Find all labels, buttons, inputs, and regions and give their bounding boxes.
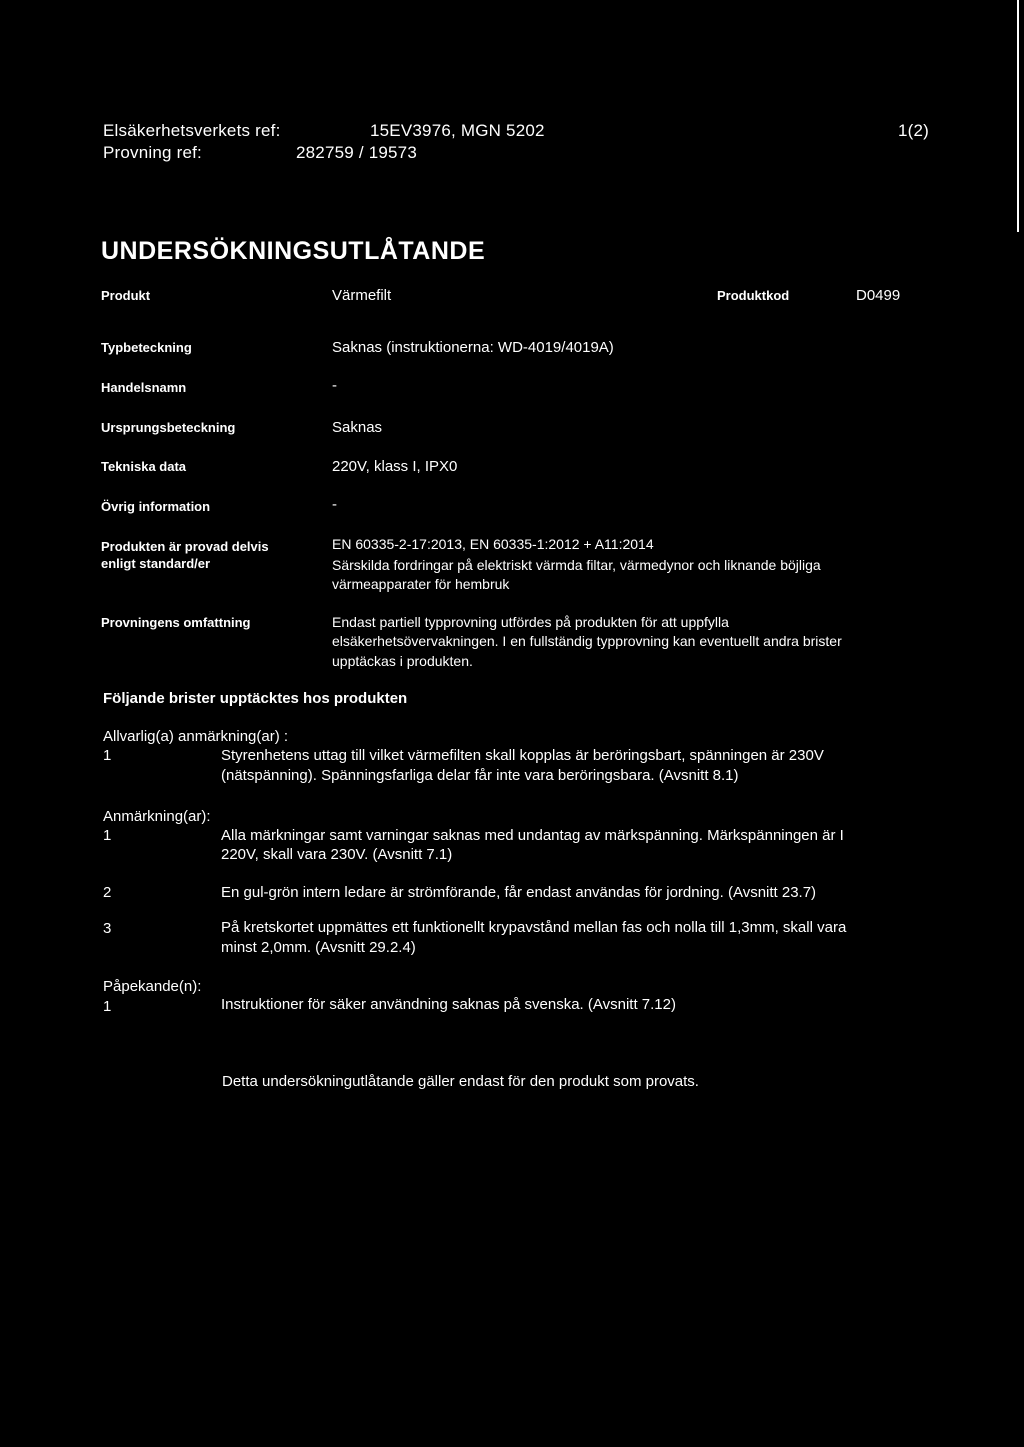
footer-statement: Detta undersökningutlåtande gäller endast för den produkt som provats.	[222, 1073, 699, 1090]
standard-value-line3: värmeapparater för hembruk	[332, 576, 510, 592]
tekniska-data-label: Tekniska data	[101, 459, 187, 474]
omfattning-value-line1: Endast partiell typprovning utfördes på produkten för att uppfylla	[332, 614, 729, 630]
ursprungsbeteckning-label: Ursprungsbeteckning	[101, 420, 236, 435]
ovrig-information-value: -	[332, 496, 337, 513]
scan-edge-line	[1017, 0, 1019, 232]
note-1-text: Instruktioner för säker användning saknas på svenska. (Avsnitt 7.12)	[221, 996, 676, 1013]
serious-item-text-line2: (nätspänning). Spänningsfarliga delar får inte vara beröringsbara. (Avsnitt 8.1)	[221, 767, 739, 784]
typbeteckning-value: Saknas (instruktionerna: WD-4019/4019A)	[332, 339, 614, 356]
serious-item-number: 1	[103, 747, 112, 764]
standard-value-line2: Särskilda fordringar på elektriskt värmda filtar, värmedynor och liknande böjliga	[332, 557, 821, 573]
remark-2-number: 2	[103, 884, 112, 901]
ursprungsbeteckning-value: Saknas	[332, 419, 383, 436]
handelsnamn-value: -	[332, 377, 337, 394]
ovrig-information-label: Övrig information	[101, 499, 211, 514]
standard-label-line1: Produkten är provad delvis	[101, 539, 269, 554]
remark-1-number: 1	[103, 827, 112, 844]
typbeteckning-label: Typbeteckning	[101, 340, 192, 355]
remark-3-text-line1: På kretskortet uppmättes ett funktionellt krypavstånd mellan fas och nolla till 1,3mm, skall vara	[221, 919, 847, 936]
omfattning-value-line3: upptäckas i produkten.	[332, 653, 473, 669]
elsak-ref-label: Elsäkerhetsverkets ref:	[103, 121, 281, 140]
produkt-label: Produkt	[101, 288, 151, 303]
notes-heading: Påpekande(n):	[103, 978, 202, 995]
defects-heading: Följande brister upptäcktes hos produkten	[103, 690, 408, 707]
serious-heading: Allvarlig(a) anmärkning(ar) :	[103, 728, 289, 745]
page-number: 1(2)	[898, 121, 930, 140]
provning-ref-label: Provning ref:	[103, 143, 202, 162]
remark-1-text-line2: 220V, skall vara 230V. (Avsnitt 7.1)	[221, 846, 453, 863]
elsak-ref-value: 15EV3976, MGN 5202	[370, 121, 545, 140]
provning-ref-value: 282759 / 19573	[296, 143, 417, 162]
omfattning-label: Provningens omfattning	[101, 615, 251, 630]
remark-2-text-line1: En gul-grön intern ledare är strömförande, får endast användas för jordning. (Avsnitt 23.7)	[221, 884, 817, 901]
note-1-number: 1	[103, 998, 112, 1015]
omfattning-value-line2: elsäkerhetsövervakningen. I en fullständig typprovning kan eventuellt andra brister	[332, 633, 842, 649]
produktkod-value: D0499	[856, 287, 901, 304]
serious-item-text-line1: Styrenhetens uttag till vilket värmefilten skall kopplas är beröringsbart, spänningen är 230V	[221, 747, 824, 764]
standard-value-line1: EN 60335-2-17:2013, EN 60335-1:2012 + A11:2014	[332, 536, 654, 552]
tekniska-data-value: 220V, klass I, IPX0	[332, 458, 458, 475]
produktkod-label: Produktkod	[717, 288, 790, 303]
remark-1-text-line1: Alla märkningar samt varningar saknas med undantag av märkspänning. Märkspänningen är I	[221, 827, 844, 844]
standard-label-line2: enligt standard/er	[101, 556, 211, 571]
document-title: UNDERSÖKNINGSUTLÅTANDE	[101, 237, 486, 265]
remark-3-text-line2: minst 2,0mm. (Avsnitt 29.2.4)	[221, 939, 416, 956]
remarks-heading: Anmärkning(ar):	[103, 808, 211, 825]
remark-3-number: 3	[103, 920, 112, 937]
handelsnamn-label: Handelsnamn	[101, 380, 187, 395]
produkt-value: Värmefilt	[332, 287, 392, 304]
